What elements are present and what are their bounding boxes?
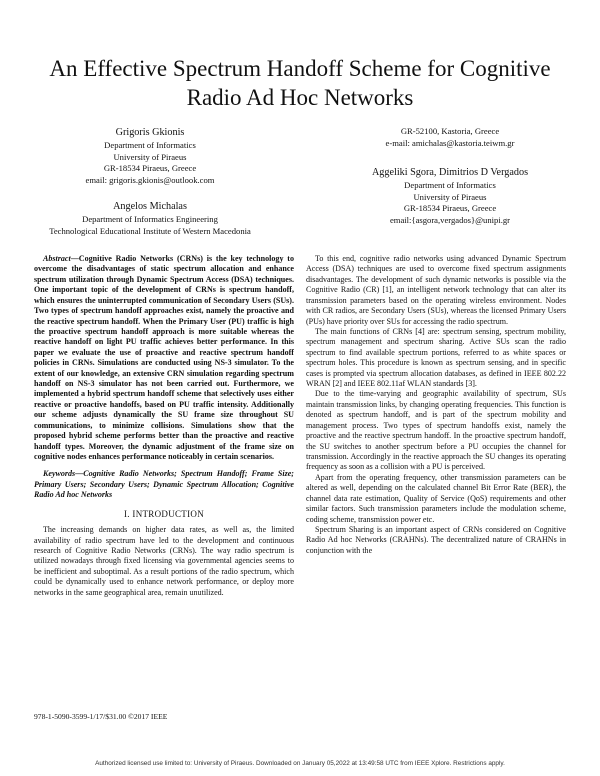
keywords: Keywords—Cognitive Radio Networks; Spectrum Handoff; Frame Size; Primary Users; Secondary Users; Dynamic Spectrum Allocation; Cognitive Radio Ad hoc Networks bbox=[34, 469, 294, 500]
affiliation-line: University of Piraeus bbox=[113, 151, 187, 162]
intro-paragraph: The increasing demands on higher data rates, as well as, the limited availability of radio spectrum have led to the development and continuous research of Cognitive Radio Networks (CRNs). The way radio spectrum is utilized nowadays through fixed licensing via governmental agencies seems to be inefficient and suboptimal. As a result portions of the radio spectrum, which could be dynamically used to enhance network performance, or deploy more networks in the same geographical area, remain unutilized. bbox=[34, 525, 294, 597]
author-block-sgora-vergados bbox=[330, 166, 570, 226]
affiliation-line: GR-52100, Kastoria, Greece bbox=[400, 126, 500, 136]
body-paragraph: The main functions of CRNs [4] are: spectrum sensing, spectrum mobility, spectrum management and spectrum sharing. Active SUs scan the radio spectrum to find available spectrum portions, referred to as white spaces or spectrum holes. This procedure is known as spectrum sensing, and in specific cases is prompted via spectrum allocation databases, as defined in IEEE 802.22 WRAN [2] and IEEE 802.11af WLAN standards [3]. bbox=[306, 326, 566, 389]
keywords-label: Keywords bbox=[43, 469, 76, 479]
body-paragraph: Spectrum Sharing is an important aspect of CRNs considered on Cognitive Radio Ad hoc Networks (CRAHNs). The decentralized nature of CRAHNs in conjunction with the bbox=[306, 524, 566, 555]
author-block-gkionis bbox=[40, 126, 260, 186]
body-paragraph: Apart from the operating frequency, other transmission parameters can be altered as well, depending on the calculated channel Bit Error Rate (BER), the channel data rate estimation, Quality of Service (QoS) requirements and other similar factors. Such transmission parameters include the modulation scheme, coding scheme, transmission power etc. bbox=[306, 472, 566, 524]
body-paragraph: To this end, cognitive radio networks using advanced Dynamic Spectrum Access (DSA) techniques are used to overcome fixed spectrum assignments disadvantages. The development of such dynamic networks is possible via the Cognitive Radio (CR) [1], an intelligent network technology that can alter its transmission parameters based on the operating wireless environment. Nodes with CR radios, are Secondary Users (SUs), whereas the licensed Primary Users (PUs) have priority over SUs for accessing the radio spectrum. bbox=[306, 254, 566, 326]
author-email: e-mail: amichalas@kastoria.teiwm.gr bbox=[385, 137, 515, 148]
author-email: email: grigoris.gkionis@outlook.com bbox=[85, 174, 215, 185]
affiliation-line: Department of Informatics Engineering bbox=[82, 214, 218, 224]
abstract-text: Cognitive Radio Networks (CRNs) is the key technology to overcome the disadvantages of static spectrum allocation and enhance spectrum utilization through Dynamic Spectrum Access (DSA) techniques. One important topic of the development of CRNs is spectrum handoff, which ensures the uninterrupted communication of Secondary Users (SUs). Two types of spectrum handoff approaches exist, namely the proactive and the reactive spectrum handoff. When the Primary User (PU) traffic is high the proactive spectrum handoff approach is more suitable whereas the reactive handoff on light PU traffic achieves better performance. In this paper we evaluate the use of proactive and reactive spectrum handoff policies in CRNs. Simulations are conducted using NS-3 simulator. To the extent of our knowledge, an extensive CRN simulation regarding spectrum handoff on NS-3 simulator has not been carried out. Furthermore, we implemented a hybrid spectrum handoff scheme that selectively uses either reactive or proactive handoffs, based on PU traffic intensity. Additionally our scheme adjusts dynamically the SU frame size throughout SU communications, to minimize collisions. Simulations show that the proposed hybrid scheme performs better than the proactive and reactive handoff types. Moreover, the dynamic adjustment of the frame size on cognitive nodes enhances performance noticeably in certain scenarios. bbox=[34, 254, 294, 462]
author-email: email:{asgora,vergados}@unipi.gr bbox=[389, 214, 511, 225]
copyright-notice: 978-1-5090-3599-1/17/$31.00 ©2017 IEEE bbox=[34, 712, 168, 721]
abstract: Abstract—Cognitive Radio Networks (CRNs) is the key technology to overcome the disadvantages of static spectrum allocation and enhance spectrum utilization through Dynamic Spectrum Access (DSA) techniques. One important topic of the development of CRNs is spectrum handoff, which ensures the uninterrupted communication of Secondary Users (SUs). Two types of spectrum handoff approaches exist, namely the proactive and the reactive spectrum handoff. When the Primary User (PU) traffic is high the proactive spectrum handoff approach is more suitable whereas the reactive handoff on light PU traffic achieves better performance. In this paper we evaluate the use of proactive and reactive spectrum handoff policies in CRNs. Simulations are conducted using NS-3 simulator. To the extent of our knowledge, an extensive CRN simulation regarding spectrum handoff on NS-3 simulator has not been carried out. Furthermore, we implemented a hybrid spectrum handoff scheme that selectively uses either reactive or proactive handoffs, based on PU traffic intensity. Additionally our scheme adjusts dynamically the SU frame size throughout SU communications, to minimize collisions. Simulations show that the proposed hybrid scheme performs better than the proactive and reactive handoff types. Moreover, the dynamic adjustment of the frame size on cognitive nodes enhances performance noticeably in certain scenarios. bbox=[34, 254, 294, 462]
section-heading-introduction: I. INTRODUCTION bbox=[124, 508, 204, 519]
author-block-michalas-address bbox=[330, 126, 570, 149]
keywords-text: Cognitive Radio Networks; Spectrum Handoff; Frame Size; Primary Users; Secondary Users; Dynamic Spectrum Allocation; Cognitive Radio Ad hoc Networks bbox=[34, 469, 294, 500]
author-block-michalas bbox=[20, 200, 280, 237]
affiliation-line: Department of Informatics bbox=[404, 180, 496, 190]
left-column bbox=[34, 254, 294, 598]
affiliation-line: University of Piraeus bbox=[413, 191, 487, 202]
abstract-label: Abstract bbox=[43, 254, 71, 263]
affiliation-line: GR-18534 Piraeus, Greece bbox=[103, 163, 197, 174]
paper-title: An Effective Spectrum Handoff Scheme for Cognitive Radio Ad Hoc Networks bbox=[49, 56, 551, 110]
body-paragraph: Due to the time-varying and geographic availability of spectrum, SUs maintain transmission links, by changing operating frequencies. This function is denoted as spectrum handoff, and is part of the spectrum mobility and management process. Two types of spectrum handoffs exist, namely the proactive and the reactive spectrum handoff. In the proactive spectrum handoff, the SU switches to another spectrum before a PU occupies the channel for transmission. Accordingly in the reactive approach the SU changes its operating frequency as soon as a collision with a PU is perceived. bbox=[306, 389, 566, 472]
author-name: Aggeliki Sgora, Dimitrios D Vergados bbox=[371, 167, 529, 178]
right-column bbox=[306, 254, 566, 556]
affiliation-line: GR-18534 Piraeus, Greece bbox=[403, 203, 497, 214]
affiliation-line: Technological Educational Institute of Western Macedonia bbox=[49, 225, 251, 236]
license-footer: Authorized licensed use limited to: University of Piraeus. Downloaded on January 05,2022 at 13:49:58 UTC from IEEE Xplore. Restrictions apply. bbox=[95, 760, 505, 767]
author-name: Angelos Michalas bbox=[113, 201, 187, 212]
author-name: Grigoris Gkionis bbox=[115, 127, 185, 138]
affiliation-line: Department of Informatics bbox=[104, 140, 196, 150]
